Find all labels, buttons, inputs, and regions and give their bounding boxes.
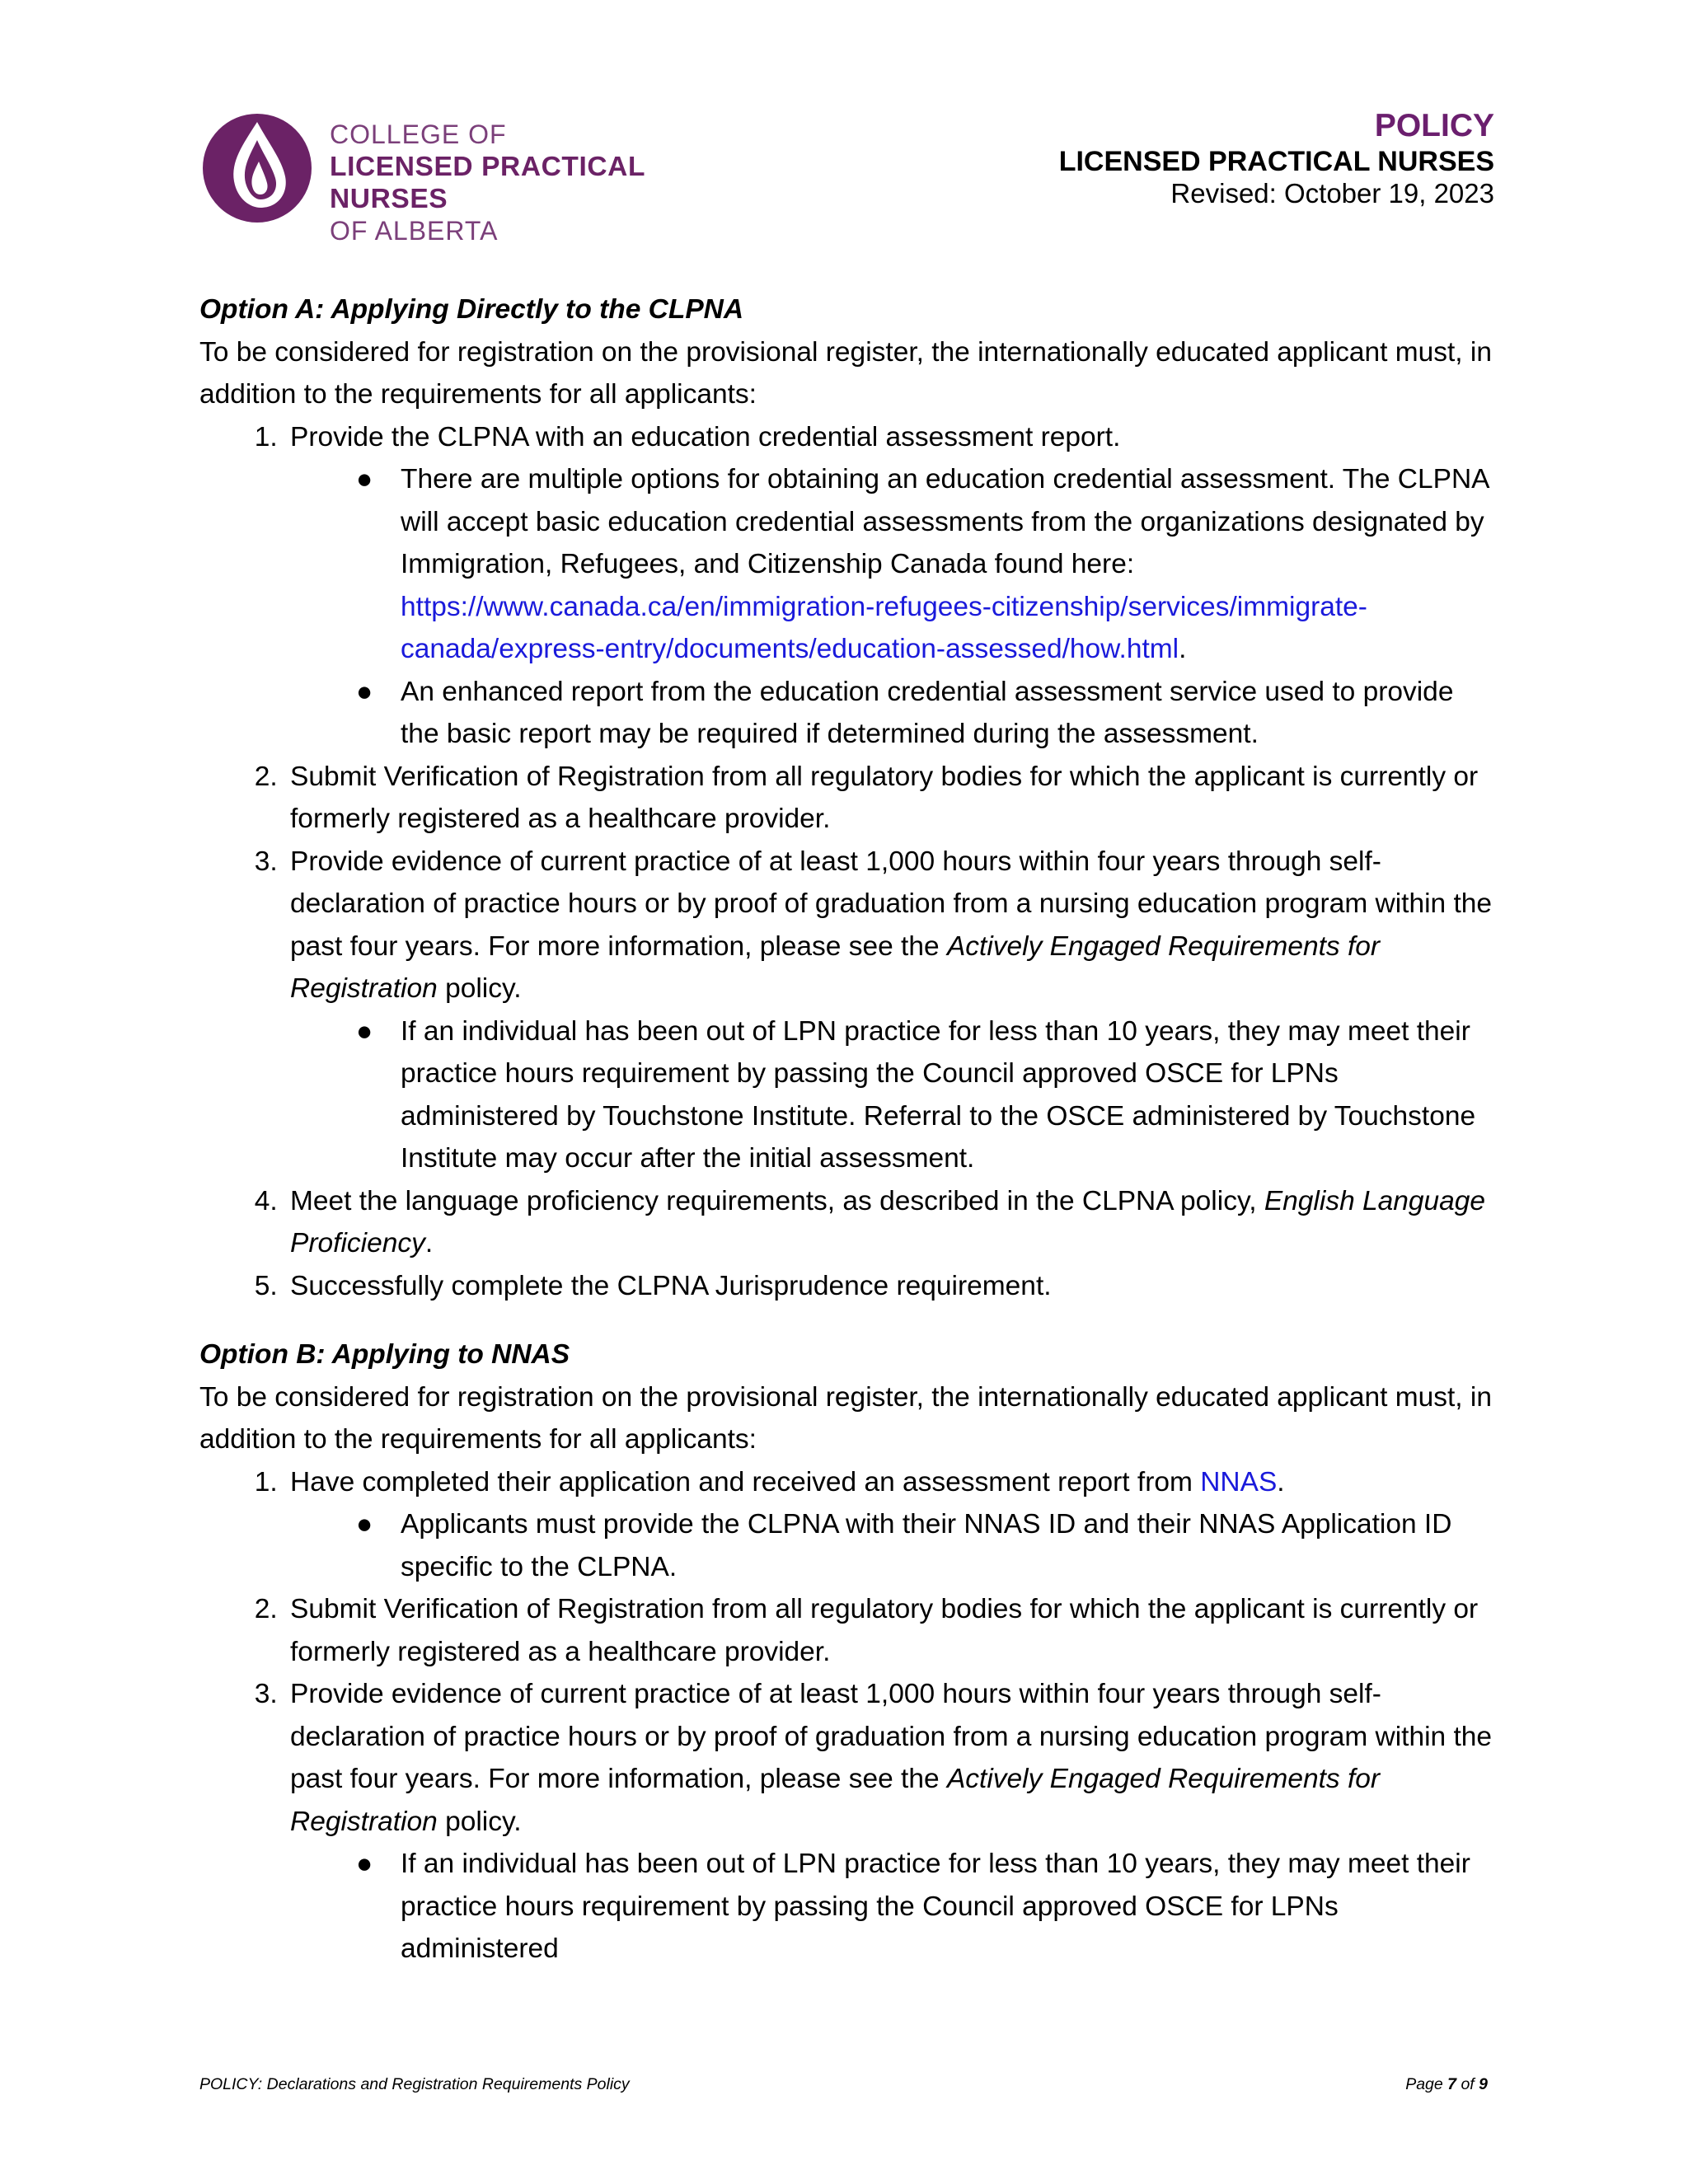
- list-item: [356, 1503, 1493, 1588]
- bullet-text: If an individual has been out of LPN practice for less than 10 years, they may meet their practice hours requirement by passing the Council approved OSCE for LPNs administered: [401, 1849, 1470, 1964]
- list-item: [285, 1588, 1493, 1673]
- page-label: Page: [1405, 2075, 1443, 2093]
- list-item: [356, 458, 1493, 671]
- bullet-icon: ●: [356, 676, 373, 707]
- bullet-text: There are multiple options for obtaining an education credential assessment. The CLPNA will accept basic education credential assessments from the organizations designated by Immigration, Refugees, and Citizenship Canada found here:: [401, 464, 1489, 579]
- bullet-icon: ●: [356, 1015, 373, 1047]
- list-item: [356, 671, 1493, 756]
- option-a-steps: [199, 416, 1493, 1308]
- education-assessment-link[interactable]: https://www.canada.ca/en/immigration-refugees-citizenship/services/immigrate-canada/express-entry/documents/education-assessed/how.html: [401, 591, 1367, 664]
- list-item: [285, 1180, 1493, 1265]
- step-text: Provide evidence of current practice of at least 1,000 hours within four years through self-declaration of practice hours or by proof of graduation from a nursing education program within the past four years. For more information, please see the: [290, 846, 1493, 962]
- bullet-icon: ●: [356, 1849, 373, 1879]
- document-subtitle: LICENSED PRACTICAL NURSES: [1058, 146, 1494, 177]
- document-type: POLICY: [1374, 108, 1494, 143]
- option-a-intro: To be considered for registration on the provisional register, the internationally educated applicant must, in addition to the requirements for all applicants:: [199, 336, 1492, 410]
- step-text: Provide the CLPNA with an education credential assessment report.: [290, 421, 1121, 452]
- option-b-intro: To be considered for registration on the provisional register, the internationally educated applicant must, in addition to the requirements for all applicants:: [199, 1381, 1492, 1455]
- step-text-end: policy.: [437, 973, 522, 1004]
- policy-reference: English Language Proficiency: [290, 1185, 1486, 1258]
- nnas-link[interactable]: NNAS: [1200, 1466, 1278, 1497]
- step-text: Have completed their application and received an assessment report from: [290, 1466, 1201, 1497]
- step-text: Submit Verification of Registration from all regulatory bodies for which the applicant is currently or formerly registered as a healthcare provider.: [290, 1594, 1479, 1667]
- bullet-list: [290, 1843, 1493, 1971]
- list-item: [285, 1461, 1493, 1589]
- bullet-icon: ●: [356, 1509, 373, 1540]
- document-header-info: [1059, 107, 1494, 209]
- page-number: [1405, 2075, 1488, 2094]
- policy-body: [199, 288, 1493, 1971]
- step-text: Meet the language proficiency requirements, as described in the CLPNA policy,: [290, 1185, 1264, 1216]
- list-item: [285, 1265, 1493, 1308]
- bullet-list: [290, 458, 1493, 756]
- logo-line-3: OF ALBERTA: [330, 216, 499, 246]
- bullet-list: [290, 1503, 1493, 1588]
- list-item: [285, 841, 1493, 1180]
- bullet-text: If an individual has been out of LPN practice for less than 10 years, they may meet their practice hours requirement by passing the Council approved OSCE for LPNs administered by Touchstone Institute. Referral to the OSCE administered by Touchstone Institute may occur after the initial assessment.: [401, 1015, 1476, 1174]
- bullet-list: [290, 1010, 1493, 1180]
- list-item: [285, 416, 1493, 756]
- policy-reference: Actively Engaged Requirements for Registration: [290, 930, 1381, 1004]
- policy-reference: Actively Engaged Requirements for Registration: [290, 1764, 1381, 1837]
- list-item: [356, 1010, 1493, 1180]
- page-of: of: [1461, 2075, 1475, 2093]
- step-text: Provide evidence of current practice of at least 1,000 hours within four years through self-declaration of practice hours or by proof of graduation from a nursing education program within the past four years. For more information, please see the: [290, 1679, 1493, 1794]
- bullet-text-end: .: [1179, 634, 1187, 664]
- page-current: 7: [1447, 2075, 1457, 2093]
- step-text-end: .: [424, 1228, 434, 1258]
- option-a-title: Option A: Applying Directly to the CLPNA: [199, 294, 744, 325]
- logo-line-1: COLLEGE OF: [330, 120, 507, 149]
- step-text-end: policy.: [437, 1806, 522, 1837]
- bullet-icon: ●: [356, 464, 373, 494]
- droplet-flame-icon: [199, 110, 315, 226]
- bullet-text: Applicants must provide the CLPNA with their NNAS ID and their NNAS Application ID specific to the CLPNA.: [401, 1509, 1452, 1582]
- page-header: [0, 0, 1688, 246]
- step-text-end: .: [1277, 1466, 1285, 1497]
- clpna-logo: [199, 110, 743, 246]
- page-total: 9: [1479, 2075, 1488, 2093]
- option-b-steps: [199, 1461, 1493, 1971]
- list-item: [285, 756, 1493, 841]
- step-text: Submit Verification of Registration from all regulatory bodies for which the applicant is currently or formerly registered as a healthcare provider.: [290, 761, 1479, 834]
- option-b-title: Option B: Applying to NNAS: [199, 1339, 570, 1370]
- logo-line-2: LICENSED PRACTICAL NURSES: [330, 152, 645, 214]
- step-text: Successfully complete the CLPNA Jurisprudence requirement.: [290, 1270, 1052, 1301]
- list-item: [285, 1673, 1493, 1971]
- footer-policy-name: POLICY: Declarations and Registration Requirements Policy: [199, 2075, 630, 2093]
- revised-date: Revised: October 19, 2023: [1170, 178, 1494, 209]
- bullet-text: An enhanced report from the education credential assessment service used to provide the basic report may be required if determined during the assessment.: [401, 676, 1454, 749]
- list-item: [356, 1843, 1493, 1971]
